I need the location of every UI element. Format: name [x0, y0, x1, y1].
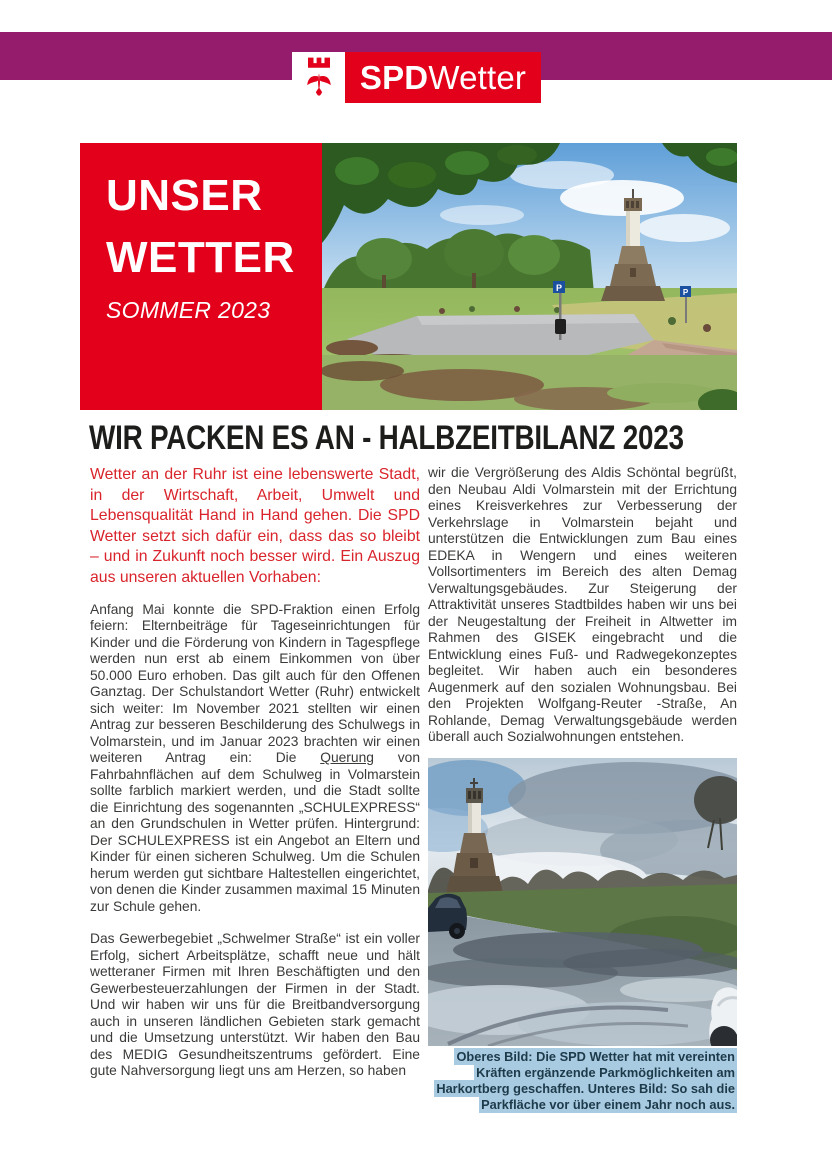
hero-subtitle: SOMMER 2023: [106, 297, 271, 323]
wetter-coat-of-arms-icon: [292, 52, 345, 103]
photo-harkortberg-summer-parking: [322, 143, 737, 410]
spd-wetter-logo: [292, 52, 541, 103]
svg-text:P: P: [555, 283, 563, 293]
left-paragraph-2: Das Gewerbegebiet „Schwelmer Straße“ ist ein voller Erfolg, sichert Arbeitsplätze, schafft neue und hält wetteraner Firmen mit Ihren Beschäftigten und den Gewerbesteuerzahlungen der Firmen in der Stadt. Und wir haben wir uns für die Breitbandversorgung auch in unseren ländlichen Gebieten stark gemacht und die Umsetzung unterstützt. Wir haben den Bau des MEDIG Gesundheitszentrums gefördert. Eine gute Nahversorgung liegt uns am Herzen, so haben: [90, 931, 420, 1079]
hero-title-line1: UNSER: [106, 171, 263, 220]
left-paragraph-1: [90, 602, 420, 916]
svg-text:P: P: [682, 288, 689, 297]
hero-title-box: [80, 143, 322, 410]
left-column: [90, 465, 420, 1096]
photo-harkortberg-winter-parking: [428, 758, 737, 1046]
paragraph-text: von Fahrbahnflächen auf dem Schulweg in Volmarstein sollte farblich markiert werden, und die Stadt sollte die Einrichtung des sogenannten „SCHULEXPRESS“ an den Grundschulen in Wetter prüfen. Hintergrund: Der SCHULEXPRESS ist ein Angebot an Eltern und Kinder für einen sicheren Schulweg. Um die Schulen herum werden gut sichtbare Haltestellen eingerichtet, von denen die Kinder zusammen maximal 15 Minuten zur Schule gehen.: [90, 750, 420, 914]
right-column: [428, 465, 737, 1113]
photo-caption: [428, 1049, 737, 1114]
article-headline: WIR PACKEN ES AN - HALBZEITBILANZ 2023: [89, 419, 684, 457]
right-paragraph: wir die Vergrößerung des Aldis Schöntal begrüßt, den Neubau Aldi Volmarstein mit der Errichtung eines Kreisverkehres zur Verbesserung der Verkehrslage in Volmarstein bejaht und unterstützen die Entwicklungen zum Bau eines EDEKA in Wengern und eines weiteren Vollsortimenters im Bereich des alten Demag Verwaltungsgebäudes. Zur Steigerung der Attraktivität unseres Stadtbildes haben wir uns bei der Neugestaltung der Freiheit in Altwetter im Rahmen des GISEK eingebracht und die Entwicklung eines Fuß- und Radwegekonzeptes begleitet. Wir haben auch ein besonderes Augenmerk auf den sozialen Wohnungsbau. Bei den Projekten Wolfgang-Reuter -Straße, An Rohlande, Demag Verwaltungsgebäude werden überall auch Sozialwohnungen entstehen.: [428, 465, 737, 744]
article-intro: Wetter an der Ruhr ist eine lebenswerte Stadt, in der Wirtschaft, Arbeit, Umwelt und Lebensqualität Hand in Hand gehen. Die SPD Wetter setzt sich dafür ein, dass das so bleibt – und in Zukunft noch besser wird. Ein Auszug aus unseren aktuellen Vorhaben:: [90, 466, 420, 586]
logo-wordmark: SPDWetter: [359, 59, 527, 96]
hero-title-line2: WETTER: [106, 233, 295, 282]
underlined-word: Querung: [320, 750, 374, 766]
logo-wordmark-box: [345, 52, 541, 103]
paragraph-text: Anfang Mai konnte die SPD-Fraktion einen Erfolg feiern: Elternbeiträge für Tageseinrichtungen für Kinder und die Förderung von Kindern in Tagespflege werden nun erst ab einem Einkommen von über 50.000 Euro erhoben. Das gilt auch für den Offenen Ganztag. Der Schulstandort Wetter (Ruhr) entwickelt sich weiter: Im November 2021 stellten wir einen Antrag zur besseren Beschilderung des Schulwegs in Volmarstein, und im Januar 2023 brachten wir einen weiteren Antrag ein: Die: [90, 601, 420, 766]
photo-caption-text: Oberes Bild: Die SPD Wetter hat mit vereinten Kräften ergänzende Parkmöglichkeiten am Harkortberg geschaffen. Unteres Bild: So sah die Parkfläche vor über einem Jahr noch aus.: [436, 1048, 735, 1113]
